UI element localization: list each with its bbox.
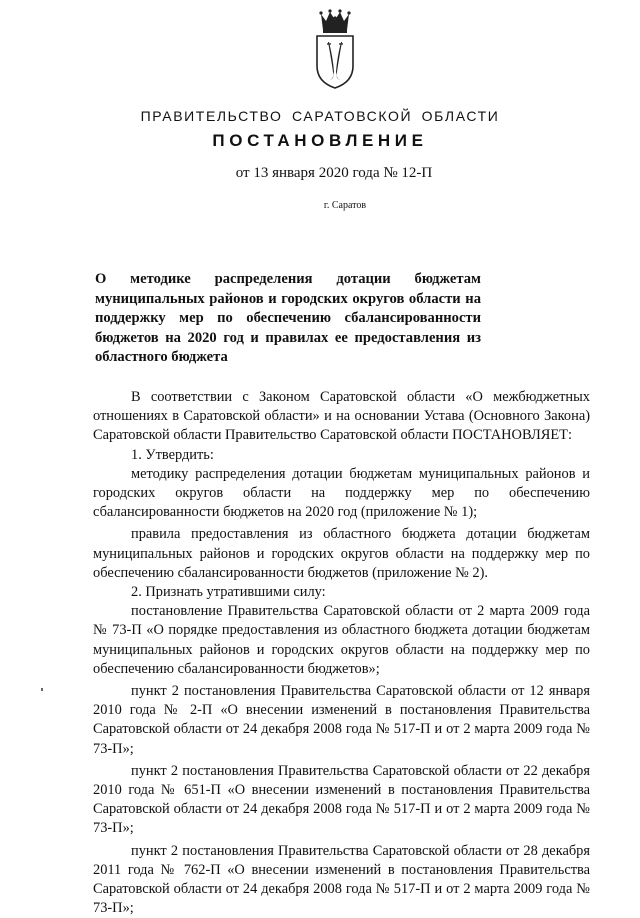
saratov-coat-of-arms-icon bbox=[313, 8, 357, 90]
body-paragraph: пункт 2 постановления Правительства Саратовской области от 22 декабря 2010 года № 651-П «О внесении изменений в постановления Правительства Саратовской области от 24 декабря 2008 года № 517-П и от 2 марта 2009 года № 73-П»; bbox=[93, 762, 590, 837]
government-name: ПРАВИТЕЛЬСТВО САРАТОВСКОЙ ОБЛАСТИ bbox=[140, 108, 500, 124]
body-paragraph: 1. Утвердить: bbox=[131, 446, 214, 463]
body-paragraph: постановление Правительства Саратовской области от 2 марта 2009 года № 73-П «О порядке предоставления из областного бюджета дотации бюджетам муниципальных районов и городских округов области на поддержку мер по обеспечению сбалансированности бюджетов»; bbox=[93, 603, 590, 677]
body-paragraph: 2. Признать утратившими силу: bbox=[131, 584, 326, 601]
document-body bbox=[93, 388, 590, 918]
scan-speck bbox=[41, 688, 43, 691]
body-paragraph: методику распределения дотации бюджетам муниципальных районов и городских округов области на поддержку мер по обеспечению сбалансированности бюджетов на 2020 год (приложение № 1); bbox=[93, 465, 590, 521]
body-paragraph: пункт 2 постановления Правительства Саратовской области от 12 января 2010 года № 2-П «О внесении изменений в постановления Правительства Саратовской области от 24 декабря 2008 года № 517-П и от 2 марта 2009 года № 73-П»; bbox=[93, 683, 590, 757]
document-city: г. Саратов bbox=[323, 200, 367, 211]
document-type-title: ПОСТАНОВЛЕНИЕ bbox=[212, 131, 428, 150]
document-date-number: от 13 января 2020 года № 12-П bbox=[235, 165, 433, 181]
document-subject: О методике распределения дотации бюджетам муниципальных районов и городских округов области на поддержку мер по обеспечению сбалансированности бюджетов на 2020 год и правилах ее предоставления из областного бюджета bbox=[95, 271, 481, 365]
body-paragraph: правила предоставления из областного бюджета дотации бюджетам муниципальных районов и городских округов области на поддержку мер по обеспечению сбалансированности бюджетов (приложение № 2). bbox=[93, 526, 590, 581]
body-paragraph: В соответствии с Законом Саратовской области «О межбюджетных отношениях в Саратовской области» и на основании Устава (Основного Закона) Саратовской области Правительство Саратовской области ПОСТАНОВЛЯЕТ: bbox=[93, 389, 590, 444]
body-paragraph: пункт 2 постановления Правительства Саратовской области от 28 декабря 2011 года № 762-П «О внесении изменений в постановления Правительства Саратовской области от 24 декабря 2008 года № 517-П и от 2 марта 2009 года № 73-П»; bbox=[93, 842, 590, 917]
